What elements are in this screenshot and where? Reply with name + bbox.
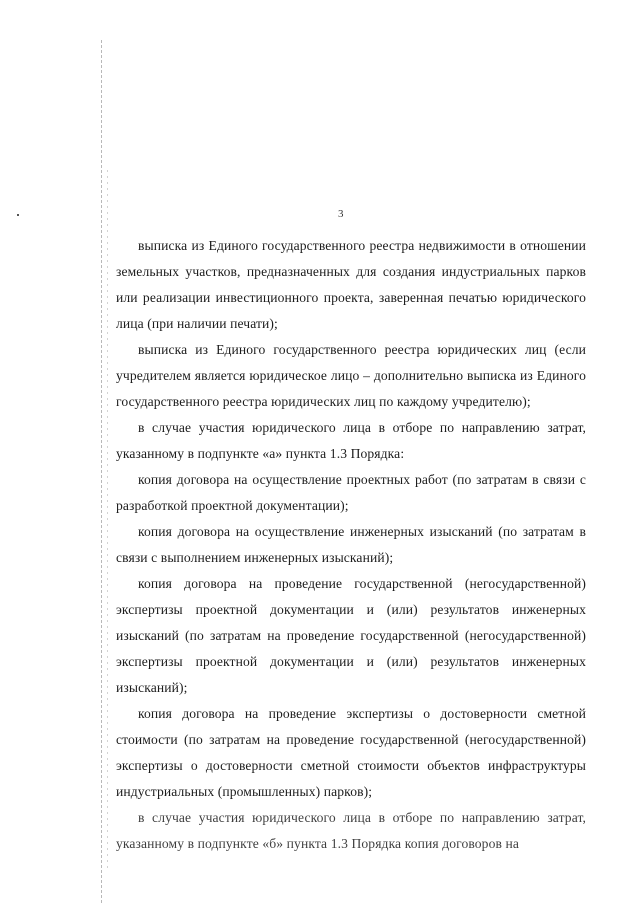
paragraph-direction-a-intro: в случае участия юридического лица в отборе по направлению затрат, указанному в подпункте «а» пункта 1.3 Порядка: — [116, 420, 586, 461]
page-number: 3 — [338, 208, 344, 220]
document-body — [116, 233, 586, 857]
scan-speck — [17, 214, 19, 216]
paragraph-real-estate-extract: выписка из Единого государственного реестра недвижимости в отношении земельных участков, предназначенных для создания индустриальных парков или реализации инвестиционного проекта, заверенная печатью юридического лица (при наличии печати); — [116, 238, 586, 331]
paragraph-engineering-surveys-contract: копия договора на осуществление инженерных изысканий (по затратам в связи с выполнением инженерных изысканий); — [116, 524, 586, 565]
paragraph-legal-entities-extract: выписка из Единого государственного реестра юридических лиц (если учредителем является юридическое лицо – дополнительно выписка из Единого государственного реестра юридических лиц по каждому учредителю); — [116, 342, 586, 409]
scan-margin-line — [101, 40, 102, 905]
paragraph-direction-b-intro: в случае участия юридического лица в отборе по направлению затрат, указанному в подпункте «б» пункта 1.3 Порядка копия договоров на — [116, 810, 586, 851]
paragraph-design-works-contract: копия договора на осуществление проектных работ (по затратам в связи с разработкой проектной документации); — [116, 472, 586, 513]
scan-margin-line-secondary — [107, 170, 108, 870]
paragraph-state-expertise-contract: копия договора на проведение государственной (негосударственной) экспертизы проектной документации и (или) результатов инженерных изысканий (по затратам на проведение государственной (негосударственной) экспертизы проектной документации и (или) результатов инженерных изысканий); — [116, 576, 586, 695]
paragraph-estimate-reliability-contract: копия договора на проведение экспертизы о достоверности сметной стоимости (по затратам на проведение государственной (негосударственной) экспертизы о достоверности сметной стоимости объектов инфраструктуры индустриальных (промышленных) парков); — [116, 706, 586, 799]
